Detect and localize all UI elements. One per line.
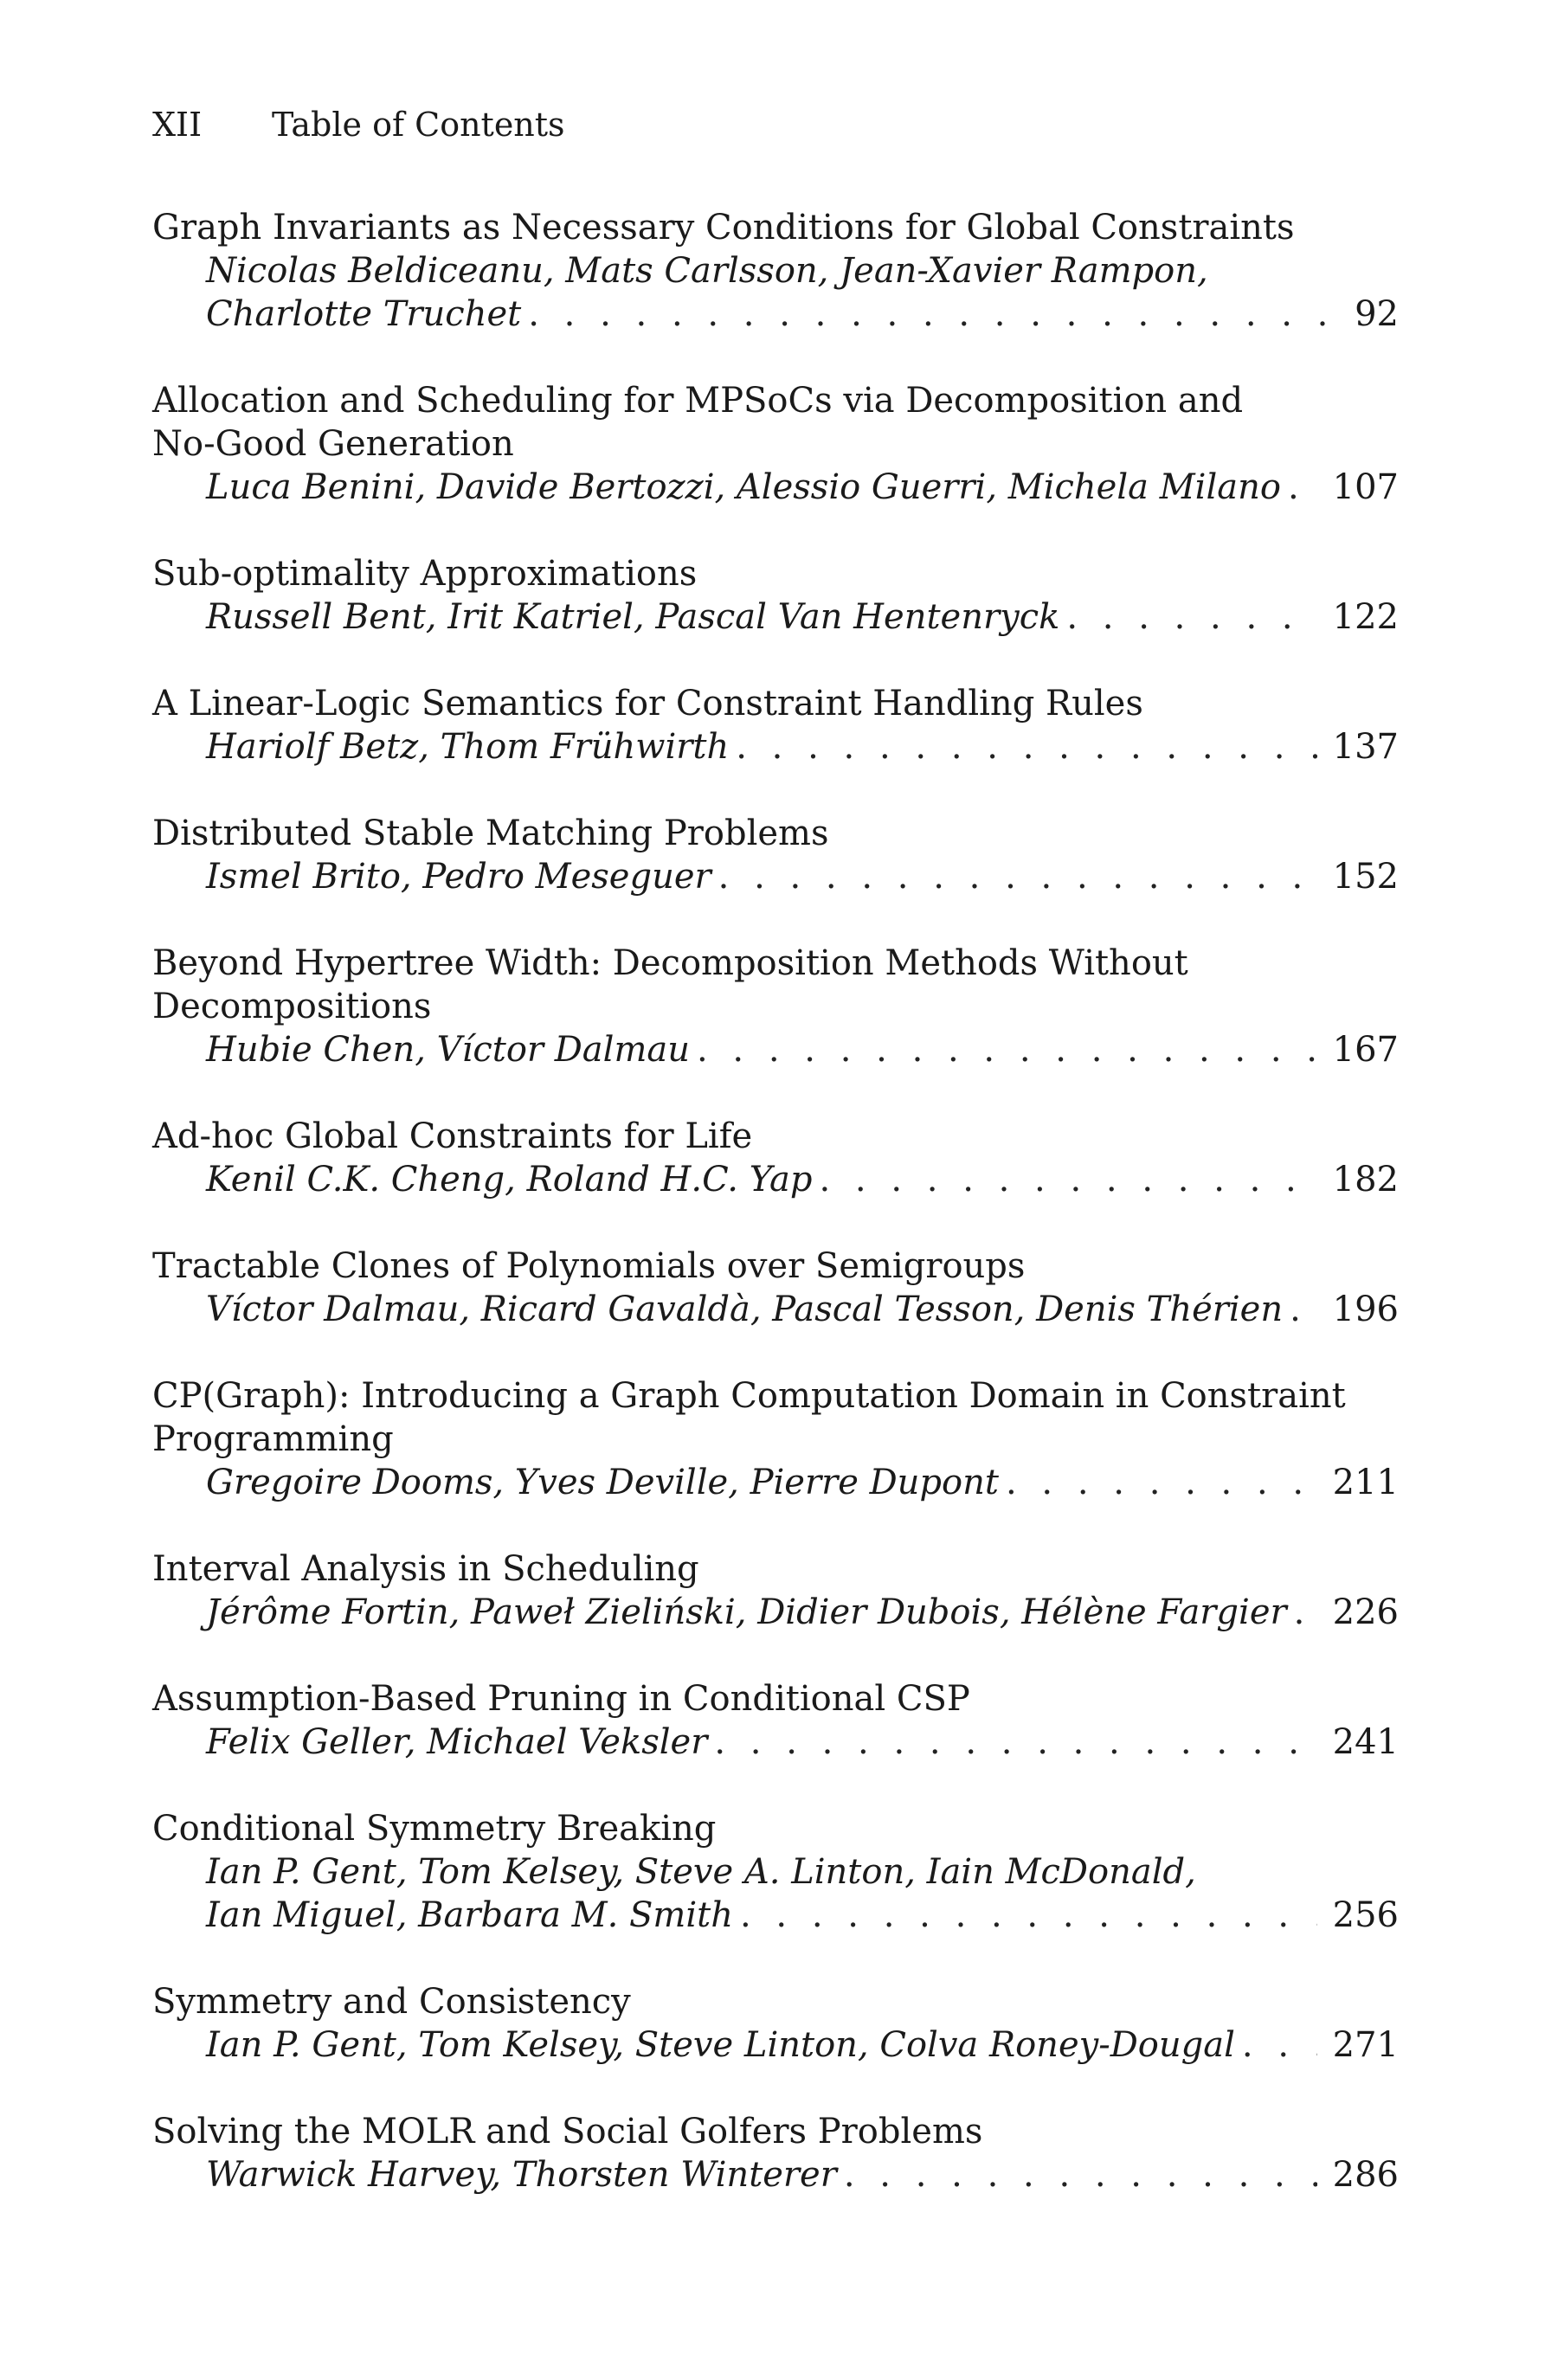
page-folio: XII [152,106,203,144]
toc-entry [152,1980,1399,2067]
toc-entry-authors: Russell Bent, Irit Katriel, Pascal Van Hentenryck [206,597,1060,637]
toc-entry-title: Sub-optimality Approximations [152,554,698,594]
toc-entry [152,1677,1399,1764]
toc-entry-title: Interval Analysis in Scheduling [152,1549,699,1589]
toc-entry-page-number: 286 [1332,2155,1399,2195]
toc-entry-authors: Hariolf Betz, Thom Frühwirth [206,727,730,767]
toc-entry-title: Beyond Hypertree Width: Decomposition Methods Without [152,943,1188,983]
dot-leader [1281,466,1317,509]
toc-entry-author-line [152,855,1399,898]
toc-entry-author-line [152,1894,1399,1937]
toc-entry-author-line [152,1288,1399,1331]
toc-entry [152,1807,1399,1937]
toc-entry-title: CP(Graph): Introducing a Graph Computation Domain in Constraint [152,1376,1346,1416]
toc-entry-page-number: 211 [1332,1463,1399,1502]
toc-entry-page-number: 241 [1332,1722,1399,1762]
toc-entry-authors: Hubie Chen, Víctor Dalmau [206,1030,690,1070]
dot-leader [999,1461,1317,1504]
toc-entry-title: Programming [152,1419,394,1459]
toc-entry [152,682,1399,769]
toc-entry-title: Assumption-Based Pruning in Conditional CSP [152,1679,970,1719]
toc-entry-page-number: 107 [1332,467,1399,507]
toc-entry-author-line [152,1721,1399,1764]
dot-leader [1283,1288,1317,1331]
toc-entry-title: Ad-hoc Global Constraints for Life [152,1116,753,1156]
dot-leader [1059,595,1316,639]
toc-entry-author-line [152,1158,1399,1201]
toc-entry-title: Decompositions [152,987,432,1026]
toc-entry-author-line [152,293,1399,336]
toc-entry-title: Symmetry and Consistency [152,1982,631,2022]
dot-leader [837,2153,1317,2197]
toc-entry [152,1547,1399,1634]
toc-entry [152,1374,1399,1504]
toc-entry-author-line [152,2023,1399,2067]
dot-leader [729,725,1316,769]
toc-entry-authors: Jérôme Fortin, Paweł Zieliński, Didier Dubois, Hélène Fargier [206,1592,1287,1632]
toc-entry-authors: Ian P. Gent, Tom Kelsey, Steve A. Linton, Iain McDonald, [206,1852,1196,1892]
dot-leader [733,1894,1317,1937]
dot-leader [707,1721,1316,1764]
toc-entry [152,379,1399,509]
toc-entry-page-number: 196 [1332,1290,1399,1329]
toc-entry-title: Tractable Clones of Polynomials over Semigroups [152,1246,1026,1286]
toc-entry [152,2110,1399,2197]
toc-entry-title: Graph Invariants as Necessary Conditions for Global Constraints [152,208,1295,248]
dot-leader [1287,1591,1317,1634]
toc-entry [152,942,1399,1071]
toc-entry-authors: Nicolas Beldiceanu, Mats Carlsson, Jean-Xavier Rampon, [206,251,1208,291]
toc-entry-author-line [152,595,1399,639]
toc-entry [152,552,1399,639]
toc-entry-authors: Gregoire Dooms, Yves Deville, Pierre Dupont [206,1463,999,1502]
toc-entry-authors: Kenil C.K. Cheng, Roland H.C. Yap [206,1160,813,1200]
toc-entry-title: Allocation and Scheduling for MPSoCs via Decomposition and [152,381,1244,421]
running-head [152,100,1399,149]
running-head-title: Table of Contents [272,106,565,144]
toc-entry-author-line [152,466,1399,509]
toc-entry [152,206,1399,336]
toc-entry-title: Distributed Stable Matching Problems [152,814,829,853]
dot-leader [711,855,1317,898]
toc-entry [152,1115,1399,1201]
toc-entry-title: Conditional Symmetry Breaking [152,1809,717,1849]
toc-entry-page-number: 271 [1332,2025,1399,2065]
toc-entry-authors: Warwick Harvey, Thorsten Winterer [206,2155,837,2195]
toc-entry-authors: Ian Miguel, Barbara M. Smith [206,1895,733,1935]
dot-leader [812,1158,1316,1201]
dot-leader [521,293,1326,336]
toc-entry-authors: Ian P. Gent, Tom Kelsey, Steve Linton, Colva Roney-Dougal [206,2025,1235,2065]
toc-entry-author-line [152,2153,1399,2197]
toc-entry-page-number: 226 [1332,1592,1399,1632]
toc-entry-page-number: 122 [1332,597,1399,637]
toc-entry-page-number: 167 [1332,1030,1399,1070]
toc-entry-authors: Ismel Brito, Pedro Meseguer [206,857,711,897]
toc-entry-authors: Víctor Dalmau, Ricard Gavaldà, Pascal Tesson, Denis Thérien [206,1290,1284,1329]
toc-entry-author-line [152,725,1399,769]
toc-entry-title: Solving the MOLR and Social Golfers Problems [152,2112,983,2152]
toc-entry-author-line [152,1461,1399,1504]
toc-entry-author-line [152,1028,1399,1071]
toc-entry-title: No-Good Generation [152,424,514,464]
toc-entry-title: A Linear-Logic Semantics for Constraint Handling Rules [152,684,1143,724]
toc-entry-page-number: 137 [1332,727,1399,767]
toc-entry-authors: Felix Geller, Michael Veksler [206,1722,708,1762]
toc-entry-author-line [152,1591,1399,1634]
toc-entry-page-number: 256 [1332,1895,1399,1935]
dot-leader [690,1028,1317,1071]
toc-entry-page-number: 92 [1355,294,1399,334]
book-page [152,100,1399,2240]
toc-entry [152,1245,1399,1331]
toc-entry-page-number: 182 [1332,1160,1399,1200]
dot-leader [1235,2023,1317,2067]
toc-entry-authors: Charlotte Truchet [206,294,522,334]
toc-list [152,206,1399,2197]
toc-entry [152,812,1399,898]
toc-entry-page-number: 152 [1332,857,1399,897]
toc-entry-authors: Luca Benini, Davide Bertozzi, Alessio Guerri, Michela Milano [206,467,1281,507]
